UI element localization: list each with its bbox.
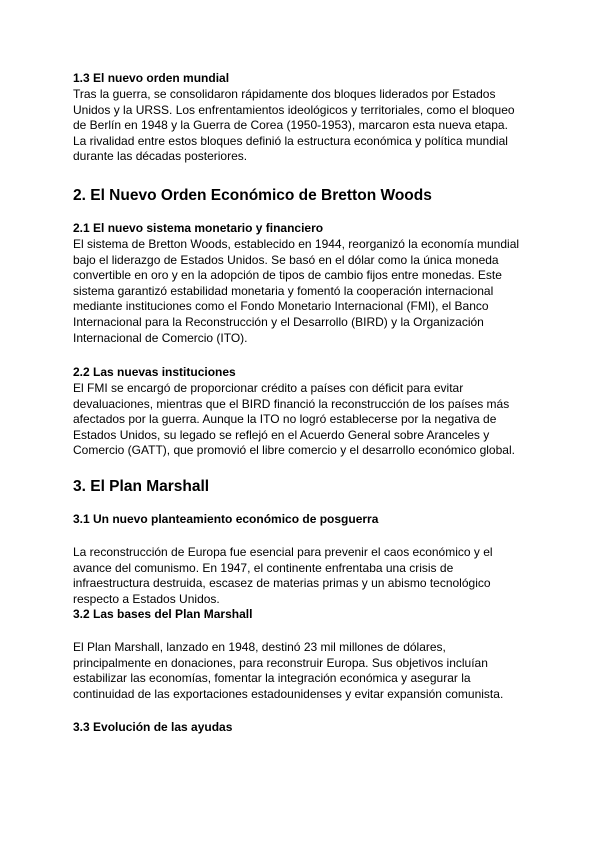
text-line: La reconstrucción de Europa fue esencial para prevenir el caos económico y el <box>73 545 493 559</box>
text-line: Tras la guerra, se consolidaron rápidamente dos bloques liderados por Estados <box>73 87 496 101</box>
section-heading-2-2: 2.2 Las nuevas instituciones <box>73 365 236 379</box>
text-line: respecto a Estados Unidos. <box>73 591 220 606</box>
text-line: principalmente en donaciones, para reconstruir Europa. Sus objetivos incluían <box>73 655 488 670</box>
paragraph-3-2 <box>73 640 533 702</box>
paragraph-1-3 <box>73 87 533 165</box>
text-line: de Berlín en 1948 y la Guerra de Corea (1950-1953), marcaron esta nueva etapa. <box>73 118 508 133</box>
text-line: estabilizar las economías, fomentar la integración económica y asegurar la <box>73 671 471 686</box>
paragraph-2-1 <box>73 237 533 346</box>
text-line: Internacional de Comercio (ITO). <box>73 330 248 345</box>
text-line: La rivalidad entre estos bloques definió la estructura económica y política mundial <box>73 133 508 148</box>
text-line: durante las décadas posteriores. <box>73 149 248 164</box>
section-heading-1-3: 1.3 El nuevo orden mundial <box>73 71 230 85</box>
text-line: bajo el liderazgo de Estados Unidos. Se basó en el dólar como la única moneda <box>73 252 499 267</box>
text-line: infraestructura destruida, escasez de materias primas y un abismo tecnológico <box>73 576 491 591</box>
section-heading-2-1: 2.1 El nuevo sistema monetario y financiero <box>73 221 324 235</box>
text-line: Comercio (GATT), que promovió el libre comercio y el desarrollo económico global. <box>73 443 515 458</box>
paragraph-3-1 <box>73 545 533 607</box>
section-heading-3-2: 3.2 Las bases del Plan Marshall <box>73 607 253 621</box>
text-line: afectados por la guerra. Aunque la ITO no logró establecerse por la negativa de <box>73 412 497 427</box>
text-line: mediante instituciones como el Fondo Monetario Internacional (FMI), el Banco <box>73 299 489 314</box>
paragraph-2-2 <box>73 381 533 459</box>
text-line: Unidos y la URSS. Los enfrentamientos ideológicos y territoriales, como el bloqueo <box>73 102 515 117</box>
text-line: avance del comunismo. En 1947, el continente enfrentaba una crisis de <box>73 560 454 575</box>
text-line: El sistema de Bretton Woods, establecido en 1944, reorganizó la economía mundial <box>73 237 520 251</box>
section-heading-3-1: 3.1 Un nuevo planteamiento económico de posguerra <box>73 512 379 526</box>
text-line: devaluaciones, mientras que el BIRD financió la reconstrucción de los países más <box>73 396 510 411</box>
text-line: Estados Unidos, su legado se reflejó en el Acuerdo General sobre Aranceles y <box>73 427 490 442</box>
text-line: El FMI se encargó de proporcionar crédito a países con déficit para evitar <box>73 381 464 395</box>
text-line: Internacional para la Reconstrucción y el Desarrollo (BIRD) y la Organización <box>73 314 484 329</box>
section-heading-2: 2. El Nuevo Orden Económico de Bretton Woods <box>73 187 432 204</box>
text-line: sistema garantizó estabilidad monetaria y fomentó la cooperación internacional <box>73 283 494 298</box>
text-line: convertible en oro y en la adopción de tipos de cambio fijos entre monedas. Este <box>73 268 502 283</box>
text-line: continuidad de las exportaciones estadounidenses y evitar expansión comunista. <box>73 686 504 701</box>
text-line: El Plan Marshall, lanzado en 1948, destinó 23 mil millones de dólares, <box>73 640 446 654</box>
section-heading-3-3: 3.3 Evolución de las ayudas <box>73 720 233 734</box>
section-heading-3: 3. El Plan Marshall <box>73 478 210 495</box>
